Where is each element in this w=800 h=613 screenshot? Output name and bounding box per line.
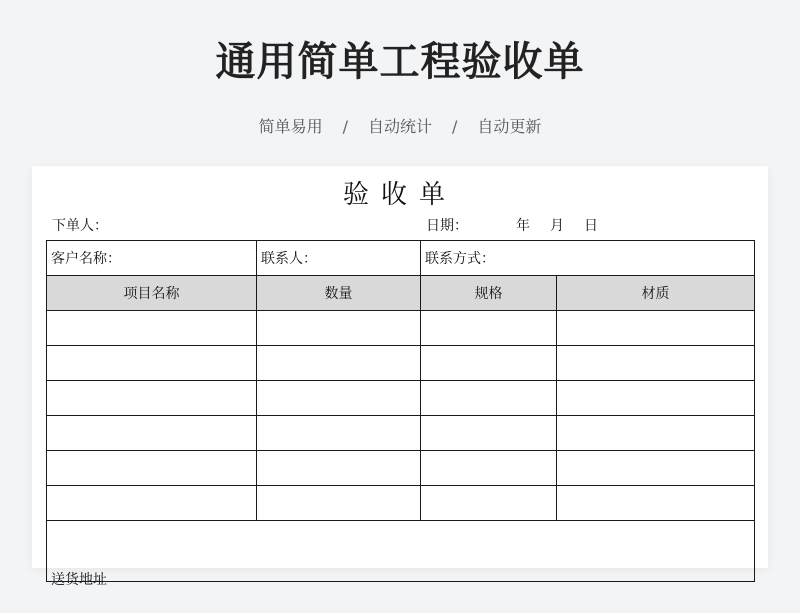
table-cell[interactable]	[557, 416, 755, 451]
table-cell[interactable]	[557, 346, 755, 381]
subtitle-separator: /	[452, 117, 458, 136]
month-label: 月	[550, 218, 564, 234]
table-cell[interactable]	[421, 381, 557, 416]
acceptance-table	[46, 240, 755, 588]
address-row	[47, 521, 755, 582]
table-cell[interactable]	[257, 311, 421, 346]
address-cell[interactable]	[47, 521, 755, 588]
date-label: 日期：	[426, 218, 468, 234]
table-header-row	[47, 276, 755, 311]
day-label: 日	[584, 218, 598, 234]
issuer-label: 下单人：	[52, 218, 108, 234]
table-cell[interactable]	[257, 346, 421, 381]
customer-name-cell[interactable]	[47, 241, 257, 276]
table-row	[47, 416, 755, 451]
table-cell[interactable]	[47, 381, 257, 416]
subtitle-separator: /	[342, 117, 348, 136]
date-field	[426, 215, 598, 235]
table-cell[interactable]	[421, 311, 557, 346]
contact-method-label: 联系方式：	[425, 251, 495, 267]
table-cell[interactable]	[421, 416, 557, 451]
address-label: 送货地址	[51, 572, 107, 588]
column-header-quantity: 数量	[257, 276, 421, 311]
table-cell[interactable]	[47, 346, 257, 381]
issuer-field	[52, 215, 108, 235]
table-cell[interactable]	[421, 451, 557, 486]
column-header-material: 材质	[557, 276, 755, 311]
column-header-item-name: 项目名称	[47, 276, 257, 311]
subtitle-item-stats: 自动统计	[367, 117, 432, 136]
table-row	[47, 381, 755, 416]
contact-cell[interactable]	[257, 241, 421, 276]
form-title: 验收单	[342, 180, 457, 210]
table-cell[interactable]	[421, 486, 557, 521]
subtitle-item-easy: 简单易用	[258, 117, 323, 136]
customer-name-label: 客户名称：	[51, 251, 121, 267]
table-cell[interactable]	[47, 311, 257, 346]
subtitle-item-update: 自动更新	[477, 117, 542, 136]
table-row	[47, 346, 755, 381]
table-cell[interactable]	[557, 381, 755, 416]
acceptance-sheet	[32, 166, 768, 588]
table-row	[47, 311, 755, 346]
page-title: 通用简单工程验收单	[215, 39, 585, 85]
table-row	[47, 486, 755, 521]
table-cell[interactable]	[557, 486, 755, 521]
table-cell[interactable]	[257, 451, 421, 486]
table-cell[interactable]	[47, 416, 257, 451]
contact-method-cell[interactable]	[421, 241, 755, 276]
table-cell[interactable]	[257, 486, 421, 521]
year-label: 年	[516, 218, 530, 234]
table-cell[interactable]	[47, 486, 257, 521]
table-row	[47, 451, 755, 486]
table-cell[interactable]	[257, 416, 421, 451]
customer-info-row	[47, 241, 755, 276]
table-cell[interactable]	[557, 451, 755, 486]
table-cell[interactable]	[421, 346, 557, 381]
column-header-spec: 规格	[421, 276, 557, 311]
subtitle	[0, 114, 800, 137]
table-cell[interactable]	[47, 451, 257, 486]
contact-label: 联系人：	[261, 251, 317, 267]
table-cell[interactable]	[557, 311, 755, 346]
table-cell[interactable]	[257, 381, 421, 416]
